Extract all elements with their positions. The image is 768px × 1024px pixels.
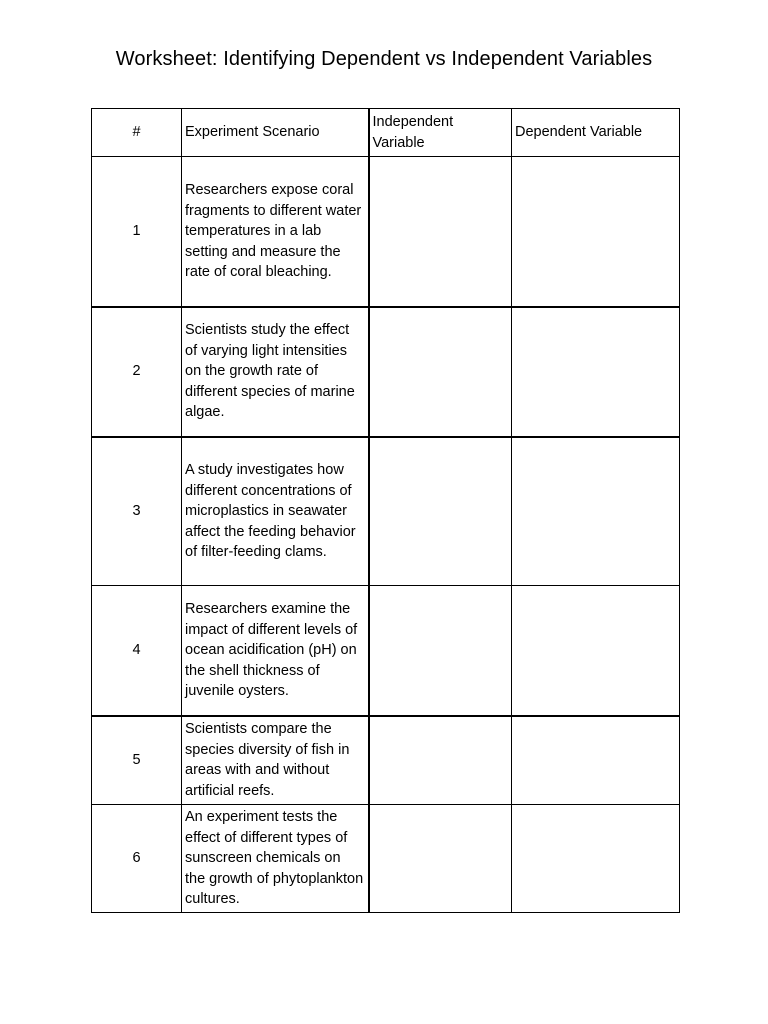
dependent-variable-cell[interactable]: [512, 307, 680, 437]
row-number: 1: [92, 157, 182, 307]
table-row: [92, 157, 680, 307]
header-number: #: [92, 109, 182, 157]
worksheet-title: Worksheet: Identifying Dependent vs Independent Variables: [115, 48, 653, 70]
independent-variable-cell[interactable]: [369, 716, 512, 805]
scenario-cell: Researchers expose coral fragments to different water temperatures in a lab setting and measure the rate of coral bleaching.: [182, 157, 369, 307]
dependent-variable-cell[interactable]: [512, 437, 680, 586]
table-row: [92, 437, 680, 586]
scenario-cell: An experiment tests the effect of different types of sunscreen chemicals on the growth of phytoplankton cultures.: [182, 805, 369, 913]
dependent-variable-cell[interactable]: [512, 716, 680, 805]
table-row: [92, 805, 680, 913]
scenario-cell: Scientists study the effect of varying light intensities on the growth rate of different species of marine algae.: [182, 307, 369, 437]
scenario-cell: Scientists compare the species diversity of fish in areas with and without artificial reefs.: [182, 716, 369, 805]
row-number: 3: [92, 437, 182, 586]
dependent-variable-cell[interactable]: [512, 586, 680, 716]
header-independent: Independent Variable: [369, 109, 512, 157]
table-row: [92, 716, 680, 805]
row-number: 5: [92, 716, 182, 805]
row-number: 2: [92, 307, 182, 437]
independent-variable-cell[interactable]: [369, 157, 512, 307]
dependent-variable-cell[interactable]: [512, 805, 680, 913]
variables-table: [91, 108, 680, 913]
scenario-cell: Researchers examine the impact of different levels of ocean acidification (pH) on the shell thickness of juvenile oysters.: [182, 586, 369, 716]
header-scenario: Experiment Scenario: [182, 109, 369, 157]
independent-variable-cell[interactable]: [369, 586, 512, 716]
table-row: [92, 586, 680, 716]
header-dependent: Dependent Variable: [512, 109, 680, 157]
dependent-variable-cell[interactable]: [512, 157, 680, 307]
table-row: [92, 307, 680, 437]
row-number: 6: [92, 805, 182, 913]
table-header-row: [92, 109, 680, 157]
scenario-cell: A study investigates how different concentrations of microplastics in seawater affect the feeding behavior of filter-feeding clams.: [182, 437, 369, 586]
independent-variable-cell[interactable]: [369, 437, 512, 586]
independent-variable-cell[interactable]: [369, 805, 512, 913]
row-number: 4: [92, 586, 182, 716]
independent-variable-cell[interactable]: [369, 307, 512, 437]
